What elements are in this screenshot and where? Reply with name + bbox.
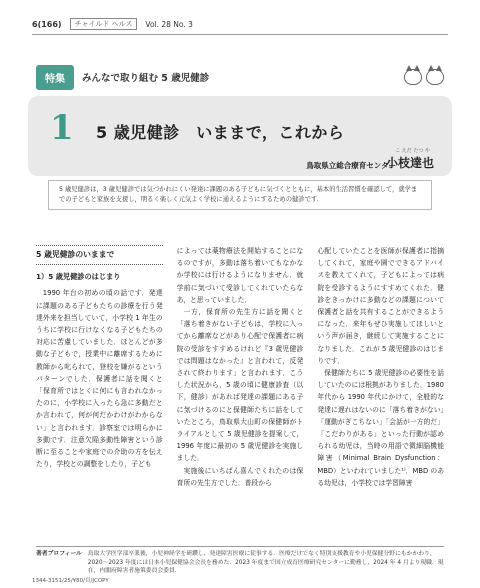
article-title: 5 歳児健診 いままで，これから [96, 123, 345, 142]
header-rule [32, 34, 448, 35]
footer-code: 1344-3151/25/¥80/頁/JCOPY [32, 578, 109, 584]
paragraph: 一方，保育所の先生方に話を聞くと「落ち着きがない子どもは，学校に入ってから離席などがあり心配で保護者に病院の受診をすすめるけれど『3 歳児健診では問題はなかった』と言われて，反発されて終わります」と言われます．こうした状況から，5 歳の頃に健康診査（以下，健診）があれば発達の課題にある子に気づけるのにと保健師たちに話をしていたところ，鳥取県大山町の保健師がトライアルとして 5 歳児健診を提案して，1996 年度に最初の 5 歳児健診を実施しました． [176, 308, 304, 463]
author-affiliation: 鳥取県立総合療育センター [306, 161, 396, 170]
abstract-box: 5 歳児健診は，3 歳児健診では気づかれにくい発達に課題のある子どもに気づくとともに，基本的生活習慣を確認して，就学までの子どもと家族を支援し，明るく楽しく元気よく学校に通えるようにするための健診です． [48, 180, 432, 210]
column-2 [177, 245, 304, 545]
journal-name: チャイルド ヘルス [70, 18, 138, 30]
subsection-heading: 1）5 歳児健診のはじまり [36, 272, 121, 282]
section-heading: 5 歳児健診のいままで [36, 245, 163, 265]
author-ruby: こ えだ たつ や [395, 148, 430, 154]
author-profile [36, 546, 444, 576]
paragraph: 1990 年台の初めの頃の話です．発達に課題のある子どもたちの診療を行う発達外来を担当していて，小学校 1 年生のうちに学校に行けなくなる子どもたちの対応に苦慮していました．ほとんどが多動な子どもで，授業中に離席するために教師から叱られて，登校を嫌がるというパターンでした．保護者に話を聞くと「保育所ではとくに何にも言われなかったのに，小学校に入ったら急に多動だとか言われて，何が何だかわけがわからない」と言われます．診察室では明らかに多動です．注意欠陥多動性障害という診断に至ることや家庭での介助の方を伝えたり，学校との調整をしたり，子ども [36, 289, 163, 469]
profile-text: 鳥取大学医学部卒業後，小児神経学を研鑽し，発達障害医療に従事する．医療だけでなく特別支援教育や小児保健分野にもかかわり，2020〜2023 年度には日本小児保健協会会長を務めた．2023 年度まで国立成育医療研究センターに勤務し，2024 年 4 月より現職．現在，内閣府障害者施策委員会委員． [87, 551, 444, 574]
feature-banner [36, 64, 444, 90]
column-3 [317, 245, 444, 545]
paragraph: 保健師たちに 5 歳児健診の必要性を話していたのには根拠がありました．1980 年代から 1990 年代にかけて，全般的な発達に遅れはないのに「落ち着きがない」「運動がぎこちない」「会話が一方的だ」「こだわりがある」といった行動が認められる幼児は，当時の用語で微細脳機能障害（Minimal Brain Dysfunction：MBD）といわれていました¹⁾．MBD のある幼児は，小学校では学習障害 [317, 369, 445, 487]
running-header [32, 16, 448, 32]
journal-volume: Vol. 28 No. 3 [145, 19, 193, 29]
profile-label: 著者プロフィール [36, 551, 82, 557]
article-number: 1 [50, 108, 74, 148]
feature-tag: 特集 [36, 65, 74, 90]
cat-illustration [404, 69, 444, 85]
cat-icon [404, 69, 422, 85]
feature-title: みんなで取り組む 5 歳児健診 [82, 73, 210, 84]
author-name: 小枝達也 [385, 156, 434, 170]
cat-icon [426, 69, 444, 85]
body-columns [36, 245, 444, 545]
page-number: 6(166) [32, 19, 62, 29]
column-1 [36, 245, 163, 545]
paragraph: 心配していたことを医師が保護者に指摘してくれて，家庭や園でできるアドバイスを教えてくれて，子どもによっては病院を受診するようにすすめてくれた．健診をきっかけに多動などの課題について保護者と話を共有することができるようになった．来年もぜひ実施してほしいという声が届き，継続して実施することになりました．これが 5 歳児健診のはじまりです． [317, 247, 445, 365]
paragraph: 実施後にいちばん喜んでくれたのは保育所の先生方でした．普段から [176, 466, 304, 487]
article-title-box [28, 96, 452, 176]
paragraph: によっては薬物療法を開始することになるのですが，多動は落ち着いてもなかなか学校には行けるようになりません．就学前に気づいて受診してくれていたらなあ，と思っていました． [176, 247, 304, 304]
